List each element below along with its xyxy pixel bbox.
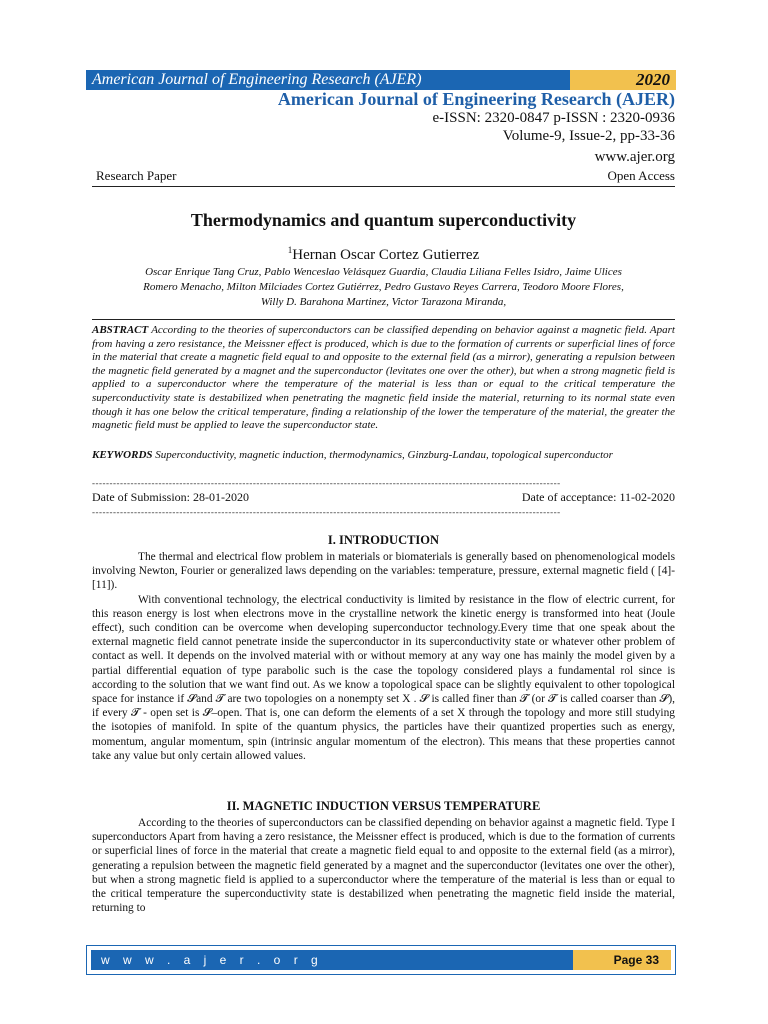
footer-website-link[interactable]: w w w . a j e r . o r g	[101, 953, 323, 967]
separator-top: --------------------------------------------------------------------------------------------------------------------------------------	[92, 478, 561, 488]
volume-info: Volume-9, Issue-2, pp-33-36	[502, 128, 675, 144]
paper-title: Thermodynamics and quantum superconductivity	[190, 210, 577, 230]
abstract-text: According to the theories of superconductors can be classified depending on behavior against a magnetic field. Apart from having a zero resistance, the Meissner effect is produced, which is due to the formation of currents or superficial lines of force in the material that create a magnetic field equal to and opposite to the external field (as a mirror), generating a repulsion between the magnetic field generated by a magnet and the superconductor (levitates one over the other), but when a strong magnetic field is applied to a superconductor where the temperature of the material is less than or equal to the critical temperature the superconductivity state is destabilized when penetrating the magnetic field inside the material, returning to its normal state even though it has one below the critical temperature, finding a relationship of the lower the temperature of the material, the greater the magnetic field must be applied to leave the superconductor state.	[92, 324, 675, 432]
submission-date: Date of Submission: 28-01-2020	[92, 490, 249, 504]
keywords-text: Superconductivity, magnetic induction, thermodynamics, Ginzburg-Landau, topological superconductor	[155, 449, 613, 461]
section-heading-introduction: I. INTRODUCTION	[327, 533, 440, 547]
coauthors-line-1: Oscar Enrique Tang Cruz, Pablo Wenceslao Velásquez Guardia, Claudia Liliana Felles Isidro, Jaime Ulices	[145, 266, 622, 278]
coauthors-line-2: Romero Menacho, Milton Milciades Cortez Gutiérrez, Pedro Gustavo Reyes Carrera, Teodoro Moore Flores,	[143, 281, 624, 293]
header-rule	[92, 186, 675, 187]
coauthors	[92, 265, 675, 310]
keywords	[92, 449, 675, 463]
paper-type-row	[92, 168, 675, 186]
acceptance-date: Date of acceptance: 11-02-2020	[521, 490, 675, 504]
introduction-body	[92, 550, 675, 763]
abstract-label: ABSTRACT	[92, 324, 149, 336]
coauthors-line-3: Willy D. Barahona Martinez, Victor Tarazona Miranda,	[260, 296, 507, 308]
author-affiliation-mark: 1	[287, 245, 293, 255]
header-year: 2020	[636, 70, 670, 89]
issn: e-ISSN: 2320-0847 p-ISSN : 2320-0936	[432, 110, 675, 126]
footer-bar	[86, 945, 676, 975]
journal-name: American Journal of Engineering Research (AJER)	[277, 89, 675, 109]
header-bar	[86, 70, 676, 90]
author-name: Hernan Oscar Cortez Gutierrez	[292, 247, 480, 263]
separator-bottom: --------------------------------------------------------------------------------------------------------------------------------------	[92, 507, 561, 517]
magnetic-induction-body	[92, 816, 675, 915]
magnetic-induction-paragraph-1: According to the theories of superconductors can be classified depending on behavior against a magnetic field. Type I superconductors Apart from having a zero resistance, the Meissner effect is produced, which is due to the formation of currents or superficial lines of force in the material that create a magnetic field equal to and opposite to the external field (as a mirror), generating a repulsion between the magnetic field generated by a magnet and the superconductor (levitates one over the other), but when a strong magnetic field is applied to a superconductor where the temperature of the material is less than or equal to the critical temperature the superconductivity state is destabilized when penetrating the magnetic field inside the material, returning to	[92, 817, 675, 915]
introduction-paragraph-2: With conventional technology, the electrical conductivity is limited by resistance in the flow of electric current, for this reason energy is lost when electrons move in the crystalline network the kinetic energy is transformed into heat (Joule effect), such condition can be overcome when developing superconductor technology.Every time that one speak about the external magnetic field cannot penetrate inside the superconductor in its superconductivity state or whatever other problem of contact as well. It depends on the involved material with or without memory at any way one has mainly the model given by a partial differential equation of type parabolic such is the case the topology considered plays a fundamental rol since is according to the solution that we want find out. As we know a topological space can be slightly equivalent to other topological space for instance if 𝓢and 𝓣 are two topologies on a nonempty set X . 𝓢 is called finer than 𝓣 (or 𝓣 is called coarser than 𝓢), if every 𝓣 - open set is 𝓢–open. That is, one can deform the elements of a set X through the topology and more still studying the isotopies of manifold. In spite of the quantum physics, the particles have their quantized properties such as energy, momentum, angular momentum, spin (intrinsic angular momentum of the electron). This means that these properties cannot take any value but only certain allowed values.	[92, 593, 675, 762]
keywords-label: KEYWORDS	[92, 449, 153, 461]
main-author	[92, 245, 675, 264]
page-number: Page 33	[613, 953, 659, 967]
paper-type: Research Paper	[96, 168, 177, 183]
section-heading-magnetic-induction: II. MAGNETIC INDUCTION VERSUS TEMPERATURE	[226, 799, 541, 813]
journal-website-link[interactable]: www.ajer.org	[594, 149, 675, 165]
introduction-paragraph-1: The thermal and electrical flow problem in materials or biomaterials is generally based on phenomenological models involving Newton, Fourier or generalized laws depending on the variables: temperature, pressure, external magnetic field ( [4]-[11]).	[92, 551, 675, 592]
header-bar-title: American Journal of Engineering Research (AJER)	[92, 71, 422, 88]
abstract	[92, 324, 675, 433]
abstract-rule	[92, 319, 675, 320]
dates-row	[92, 490, 675, 504]
access-type: Open Access	[607, 168, 675, 183]
